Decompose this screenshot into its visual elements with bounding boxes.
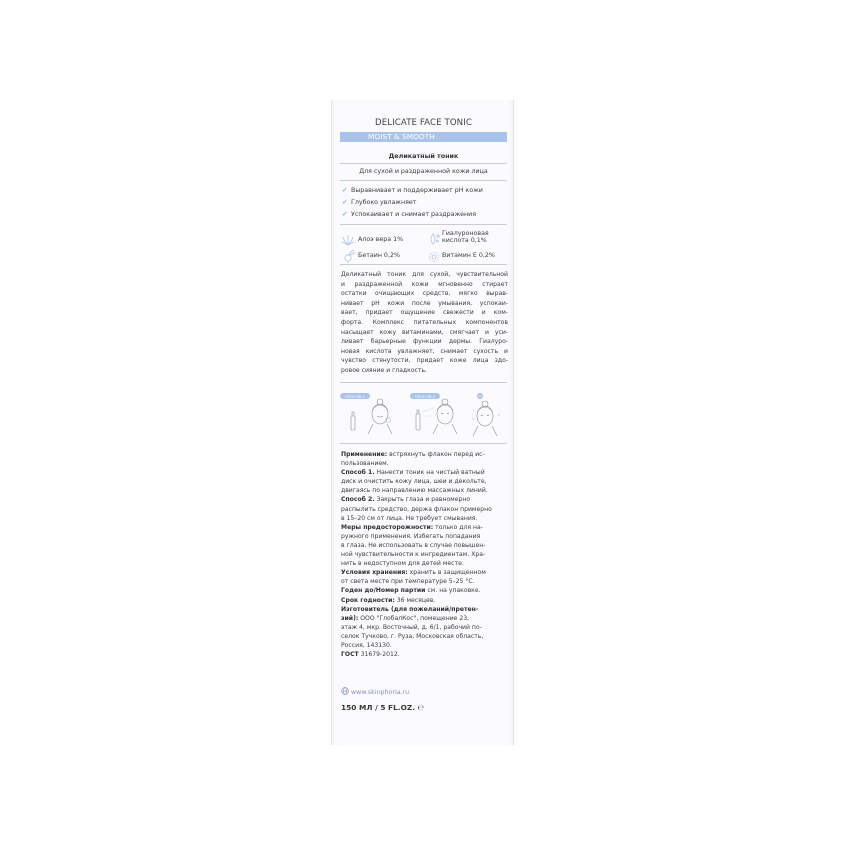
description-line: Деликатный тоник для сухой, чувствительной (341, 271, 508, 278)
application-line: пользованием. (341, 460, 389, 468)
description-line: ливает барьерные функции дермы. Гиалуро- (341, 338, 508, 346)
vitamin-capsule-icon (427, 249, 441, 263)
manufacturer-line: Изготовитель (для пожеланий/претен- (341, 605, 479, 613)
shelf-life-line: Срок годности: 36 месяцев. (341, 596, 436, 604)
skin-type-text: Для сухой и раздраженной кожи лица (359, 168, 488, 175)
description-line: ровое сияние и гладкость. (341, 366, 427, 374)
precautions-line: ной чувствительности к ингредиентам. Хра- (341, 551, 486, 559)
divider-top (340, 163, 507, 164)
description-line: форта. Комплекс питательных компонентов (341, 318, 508, 326)
face-illustration-2 (416, 399, 457, 434)
description-line: вает, придает ощущение свежести и ком- (341, 309, 508, 317)
manufacturer-line: этаж 4, мкр. Восточный, д. 6/1, рабочий по- (341, 623, 482, 631)
precautions-line: нить в недоступном для детей месте. (341, 560, 464, 568)
face-illustration-1 (351, 399, 392, 434)
description-line: насыщает кожу витаминами, смягчает и уси- (341, 328, 508, 336)
divider-ingredients (340, 264, 507, 265)
manufacturer-line: зий): ООО "ГлобалКос", помещение 23, (341, 614, 470, 622)
eye-closed-icon (477, 393, 483, 399)
method1-line: диск и очистить кожу лица, шеи и декольте, (341, 478, 487, 486)
application-illustrations (340, 390, 507, 438)
product-description (341, 270, 508, 376)
precautions-line: Меры предосторожности: только для на- (341, 523, 483, 531)
product-box-back (331, 100, 514, 745)
product-title: DELICATE FACE TONIC (375, 118, 472, 128)
usage-info (341, 450, 508, 659)
check-icon: ✓ (342, 198, 348, 206)
subtitle-band-text: MOIST & SMOOTH (368, 132, 435, 141)
method2-label: СПОСОБ 2 (414, 393, 436, 399)
website: www.skinphoria.ru (341, 687, 409, 697)
description-line: новая кислота увлажняет, снимает сухость и (341, 347, 508, 355)
method1-label-pill (340, 393, 370, 399)
product-name-ru: Деликатный тоник (388, 152, 459, 160)
method2-label-pill (410, 393, 440, 399)
globe-icon (341, 687, 349, 697)
benefit-item: ✓ Выравнивает и поддерживает pH кожи (342, 186, 483, 194)
ingredient-vitamin-e: Витамин Е 0,2% (442, 252, 495, 259)
description-line: и раздраженной кожи мгновенно стирает (341, 280, 508, 288)
precautions-line: в глаза. Не использовать в случае повышен- (341, 541, 486, 549)
method2-line: в 15–20 см от лица. Не требует смывания. (341, 514, 478, 522)
divider-benefits (340, 224, 507, 225)
divider-skin (340, 180, 507, 181)
description-line: чувство стянутости, придает коже лица здо- (341, 357, 508, 365)
gost-line: ГОСТ 31679-2012. (341, 651, 400, 659)
application-line: Применение: встряхнуть флакон перед ис- (341, 451, 485, 458)
manufacturer-line: Россия, 143130. (341, 641, 392, 649)
subtitle-band (340, 132, 507, 142)
method2-line: распылить средство, держа флакон примерно (341, 505, 492, 513)
storage-line: от света месте при температуре 5–25 °С. (341, 578, 475, 586)
method1-line: Способ 1. Нанести тоник на чистый ватный (341, 469, 485, 477)
beet-icon (342, 248, 356, 262)
benefit-item: ✓ Успокаивает и снимает раздражения (342, 210, 477, 218)
check-icon: ✓ (342, 210, 348, 218)
description-line: нивает pH кожи после умывания, успокаи- (341, 299, 508, 307)
check-icon: ✓ (342, 186, 348, 194)
face-illustration-3 (472, 401, 500, 436)
description-line: остатки очищающих средств, мягко вырав- (341, 290, 508, 298)
ingredient-hyaluronic: Гиалуроновая кислота 0,1% (442, 230, 489, 245)
water-drop-icon (427, 231, 441, 245)
volume-text: 150 МЛ / 5 FL.OZ. ℮ (341, 703, 424, 712)
aloe-leaf-icon (341, 231, 355, 245)
ingredient-betaine: Бетаин 0,2% (358, 252, 400, 259)
precautions-line: ружного применения. Избегать попадания (341, 532, 481, 540)
ingredient-aloe: Алоэ вера 1% (358, 236, 404, 243)
best-before-line: Годен до/Номер партии см. на упаковке. (341, 587, 481, 595)
divider-illustrations (340, 443, 507, 444)
storage-line: Условия хранения: хранить в защищенном (341, 569, 486, 577)
divider-description (340, 382, 507, 383)
method1-label: СПОСОБ 1 (344, 393, 366, 399)
method1-line: двигаясь по направлению массажных линий. (341, 487, 488, 495)
manufacturer-line: селок Тучково, г. Руза, Московская область, (341, 632, 484, 640)
method2-line: Способ 2. Закрыть глаза и равномерно (341, 496, 471, 504)
benefit-item: ✓ Глубоко увлажняет (342, 198, 417, 206)
